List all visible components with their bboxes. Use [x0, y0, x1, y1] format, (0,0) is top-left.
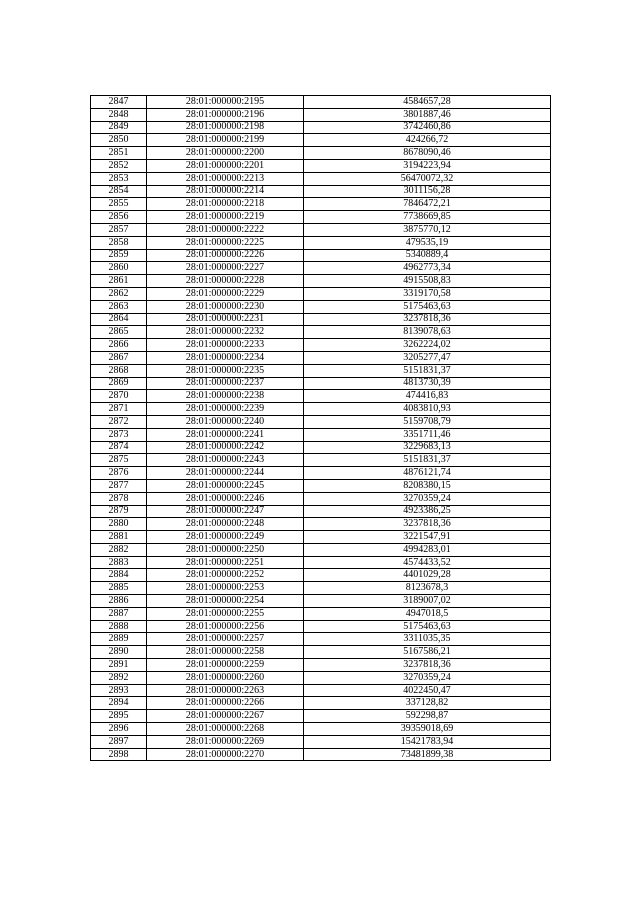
value-cell: 3801887,46: [304, 108, 551, 121]
table-row: [91, 313, 551, 326]
table-row: [91, 467, 551, 480]
row-number-cell: 2874: [91, 441, 147, 454]
value-cell: 4947018,5: [304, 607, 551, 620]
table-row: [91, 748, 551, 761]
table-row: [91, 211, 551, 224]
cadastral-number-cell: 28:01:000000:2222: [147, 223, 304, 236]
cadastral-number-cell: 28:01:000000:2260: [147, 671, 304, 684]
table-row: [91, 236, 551, 249]
value-cell: 4813730,39: [304, 377, 551, 390]
table-row: [91, 595, 551, 608]
value-cell: 5159708,79: [304, 415, 551, 428]
cadastral-number-cell: 28:01:000000:2232: [147, 326, 304, 339]
row-number-cell: 2864: [91, 313, 147, 326]
cadastral-number-cell: 28:01:000000:2219: [147, 211, 304, 224]
table-row: [91, 684, 551, 697]
row-number-cell: 2884: [91, 569, 147, 582]
table-row: [91, 569, 551, 582]
row-number-cell: 2877: [91, 479, 147, 492]
cadastral-number-cell: 28:01:000000:2243: [147, 454, 304, 467]
table-row: [91, 723, 551, 736]
cadastral-number-cell: 28:01:000000:2255: [147, 607, 304, 620]
cadastral-number-cell: 28:01:000000:2247: [147, 505, 304, 518]
table-row: [91, 582, 551, 595]
table-row: [91, 147, 551, 160]
row-number-cell: 2853: [91, 172, 147, 185]
value-cell: 3237818,36: [304, 313, 551, 326]
row-number-cell: 2866: [91, 339, 147, 352]
cadastral-number-cell: 28:01:000000:2250: [147, 543, 304, 556]
value-cell: 4915508,83: [304, 275, 551, 288]
cadastral-number-cell: 28:01:000000:2248: [147, 518, 304, 531]
table-row: [91, 620, 551, 633]
row-number-cell: 2883: [91, 556, 147, 569]
table-row: [91, 390, 551, 403]
row-number-cell: 2880: [91, 518, 147, 531]
value-cell: 5151831,37: [304, 364, 551, 377]
value-cell: 3270359,24: [304, 492, 551, 505]
cadastral-number-cell: 28:01:000000:2196: [147, 108, 304, 121]
value-cell: 4923386,25: [304, 505, 551, 518]
table-row: [91, 543, 551, 556]
cadastral-number-cell: 28:01:000000:2245: [147, 479, 304, 492]
table-row: [91, 121, 551, 134]
cadastral-number-cell: 28:01:000000:2253: [147, 582, 304, 595]
row-number-cell: 2872: [91, 415, 147, 428]
value-cell: 4022450,47: [304, 684, 551, 697]
table-row: [91, 249, 551, 262]
row-number-cell: 2887: [91, 607, 147, 620]
table-row: [91, 479, 551, 492]
value-cell: 4083810,93: [304, 403, 551, 416]
table-row: [91, 300, 551, 313]
row-number-cell: 2898: [91, 748, 147, 761]
cadastral-number-cell: 28:01:000000:2256: [147, 620, 304, 633]
value-cell: 3742460,86: [304, 121, 551, 134]
table-row: [91, 198, 551, 211]
table-row: [91, 351, 551, 364]
cadastral-number-cell: 28:01:000000:2266: [147, 697, 304, 710]
row-number-cell: 2895: [91, 710, 147, 723]
table-row: [91, 403, 551, 416]
table-row: [91, 275, 551, 288]
value-cell: 474416,83: [304, 390, 551, 403]
table-row: [91, 415, 551, 428]
table-row: [91, 262, 551, 275]
row-number-cell: 2869: [91, 377, 147, 390]
cadastral-number-cell: 28:01:000000:2246: [147, 492, 304, 505]
cadastral-number-cell: 28:01:000000:2252: [147, 569, 304, 582]
row-number-cell: 2871: [91, 403, 147, 416]
table-row: [91, 492, 551, 505]
row-number-cell: 2882: [91, 543, 147, 556]
value-cell: 3237818,36: [304, 518, 551, 531]
row-number-cell: 2865: [91, 326, 147, 339]
row-number-cell: 2868: [91, 364, 147, 377]
row-number-cell: 2894: [91, 697, 147, 710]
value-cell: 3189007,02: [304, 595, 551, 608]
row-number-cell: 2876: [91, 467, 147, 480]
row-number-cell: 2848: [91, 108, 147, 121]
value-cell: 4962773,34: [304, 262, 551, 275]
table-row: [91, 646, 551, 659]
value-cell: 39359018,69: [304, 723, 551, 736]
cadastral-number-cell: 28:01:000000:2249: [147, 531, 304, 544]
table-row: [91, 633, 551, 646]
table-row: [91, 159, 551, 172]
table-row: [91, 531, 551, 544]
value-cell: 3262224,02: [304, 339, 551, 352]
row-number-cell: 2879: [91, 505, 147, 518]
row-number-cell: 2878: [91, 492, 147, 505]
cadastral-number-cell: 28:01:000000:2263: [147, 684, 304, 697]
row-number-cell: 2890: [91, 646, 147, 659]
cadastral-number-cell: 28:01:000000:2235: [147, 364, 304, 377]
cadastral-number-cell: 28:01:000000:2201: [147, 159, 304, 172]
table-row: [91, 108, 551, 121]
row-number-cell: 2896: [91, 723, 147, 736]
table-row: [91, 735, 551, 748]
value-cell: 5175463,63: [304, 300, 551, 313]
cadastral-number-cell: 28:01:000000:2268: [147, 723, 304, 736]
row-number-cell: 2867: [91, 351, 147, 364]
row-number-cell: 2852: [91, 159, 147, 172]
table-row: [91, 659, 551, 672]
cadastral-number-cell: 28:01:000000:2251: [147, 556, 304, 569]
cadastral-number-cell: 28:01:000000:2267: [147, 710, 304, 723]
table-row: [91, 441, 551, 454]
table-row: [91, 697, 551, 710]
table-row: [91, 607, 551, 620]
cadastral-number-cell: 28:01:000000:2234: [147, 351, 304, 364]
cadastral-number-cell: 28:01:000000:2199: [147, 134, 304, 147]
cadastral-number-cell: 28:01:000000:2195: [147, 96, 304, 109]
row-number-cell: 2893: [91, 684, 147, 697]
table-row: [91, 671, 551, 684]
cadastral-number-cell: 28:01:000000:2238: [147, 390, 304, 403]
table-row: [91, 505, 551, 518]
value-cell: 3319170,58: [304, 287, 551, 300]
table-row: [91, 223, 551, 236]
value-cell: 3229683,13: [304, 441, 551, 454]
value-cell: 5175463,63: [304, 620, 551, 633]
row-number-cell: 2854: [91, 185, 147, 198]
row-number-cell: 2860: [91, 262, 147, 275]
row-number-cell: 2892: [91, 671, 147, 684]
value-cell: 7846472,21: [304, 198, 551, 211]
cadastral-number-cell: 28:01:000000:2254: [147, 595, 304, 608]
cadastral-number-cell: 28:01:000000:2242: [147, 441, 304, 454]
table-row: [91, 364, 551, 377]
value-cell: 8123678,3: [304, 582, 551, 595]
value-cell: 3270359,24: [304, 671, 551, 684]
value-cell: 3311035,35: [304, 633, 551, 646]
value-cell: 3011156,28: [304, 185, 551, 198]
row-number-cell: 2873: [91, 428, 147, 441]
value-cell: 7738669,85: [304, 211, 551, 224]
value-cell: 424266,72: [304, 134, 551, 147]
table-row: [91, 377, 551, 390]
cadastral-number-cell: 28:01:000000:2241: [147, 428, 304, 441]
cadastral-number-cell: 28:01:000000:2258: [147, 646, 304, 659]
cadastral-number-cell: 28:01:000000:2240: [147, 415, 304, 428]
row-number-cell: 2875: [91, 454, 147, 467]
value-cell: 5167586,21: [304, 646, 551, 659]
table-row: [91, 454, 551, 467]
value-cell: 3194223,94: [304, 159, 551, 172]
value-cell: 73481899,38: [304, 748, 551, 761]
value-cell: 4574433,52: [304, 556, 551, 569]
value-cell: 337128,82: [304, 697, 551, 710]
row-number-cell: 2870: [91, 390, 147, 403]
row-number-cell: 2857: [91, 223, 147, 236]
value-cell: 479535,19: [304, 236, 551, 249]
cadastral-number-cell: 28:01:000000:2244: [147, 467, 304, 480]
value-cell: 4876121,74: [304, 467, 551, 480]
cadastral-number-cell: 28:01:000000:2239: [147, 403, 304, 416]
value-cell: 3221547,91: [304, 531, 551, 544]
value-cell: 4401029,28: [304, 569, 551, 582]
table-row: [91, 326, 551, 339]
row-number-cell: 2851: [91, 147, 147, 160]
value-cell: 5151831,37: [304, 454, 551, 467]
value-cell: 3875770,12: [304, 223, 551, 236]
value-cell: 8678090,46: [304, 147, 551, 160]
table-row: [91, 339, 551, 352]
row-number-cell: 2863: [91, 300, 147, 313]
row-number-cell: 2889: [91, 633, 147, 646]
value-cell: 5340889,4: [304, 249, 551, 262]
value-cell: 3237818,36: [304, 659, 551, 672]
row-number-cell: 2886: [91, 595, 147, 608]
value-cell: 4994283,01: [304, 543, 551, 556]
cadastral-number-cell: 28:01:000000:2233: [147, 339, 304, 352]
cadastral-number-cell: 28:01:000000:2269: [147, 735, 304, 748]
row-number-cell: 2858: [91, 236, 147, 249]
cadastral-number-cell: 28:01:000000:2198: [147, 121, 304, 134]
row-number-cell: 2897: [91, 735, 147, 748]
cadastral-number-cell: 28:01:000000:2225: [147, 236, 304, 249]
row-number-cell: 2881: [91, 531, 147, 544]
cadastral-number-cell: 28:01:000000:2229: [147, 287, 304, 300]
cadastral-number-cell: 28:01:000000:2200: [147, 147, 304, 160]
cadastral-number-cell: 28:01:000000:2257: [147, 633, 304, 646]
row-number-cell: 2891: [91, 659, 147, 672]
row-number-cell: 2855: [91, 198, 147, 211]
cadastral-number-cell: 28:01:000000:2237: [147, 377, 304, 390]
value-cell: 592298,87: [304, 710, 551, 723]
value-cell: 15421783,94: [304, 735, 551, 748]
value-cell: 4584657,28: [304, 96, 551, 109]
row-number-cell: 2888: [91, 620, 147, 633]
table-row: [91, 428, 551, 441]
row-number-cell: 2849: [91, 121, 147, 134]
cadastral-number-cell: 28:01:000000:2228: [147, 275, 304, 288]
cadastral-number-cell: 28:01:000000:2259: [147, 659, 304, 672]
cadastral-number-cell: 28:01:000000:2226: [147, 249, 304, 262]
row-number-cell: 2850: [91, 134, 147, 147]
value-cell: 3205277,47: [304, 351, 551, 364]
cadastral-number-cell: 28:01:000000:2214: [147, 185, 304, 198]
cadastral-number-cell: 28:01:000000:2218: [147, 198, 304, 211]
row-number-cell: 2856: [91, 211, 147, 224]
cadastral-number-cell: 28:01:000000:2213: [147, 172, 304, 185]
row-number-cell: 2862: [91, 287, 147, 300]
table-row: [91, 556, 551, 569]
row-number-cell: 2885: [91, 582, 147, 595]
value-cell: 3351711,46: [304, 428, 551, 441]
value-cell: 8208380,15: [304, 479, 551, 492]
cadastral-number-cell: 28:01:000000:2230: [147, 300, 304, 313]
table-row: [91, 287, 551, 300]
table-row: [91, 710, 551, 723]
row-number-cell: 2861: [91, 275, 147, 288]
cadastral-number-cell: 28:01:000000:2227: [147, 262, 304, 275]
table-row: [91, 185, 551, 198]
table-row: [91, 172, 551, 185]
row-number-cell: 2859: [91, 249, 147, 262]
table-body: [91, 96, 551, 761]
cadastral-number-cell: 28:01:000000:2270: [147, 748, 304, 761]
cadastral-number-cell: 28:01:000000:2231: [147, 313, 304, 326]
value-cell: 8139078,63: [304, 326, 551, 339]
table-row: [91, 134, 551, 147]
row-number-cell: 2847: [91, 96, 147, 109]
table-row: [91, 96, 551, 109]
table-row: [91, 518, 551, 531]
value-cell: 56470072,32: [304, 172, 551, 185]
cadastral-value-table: [90, 95, 551, 761]
